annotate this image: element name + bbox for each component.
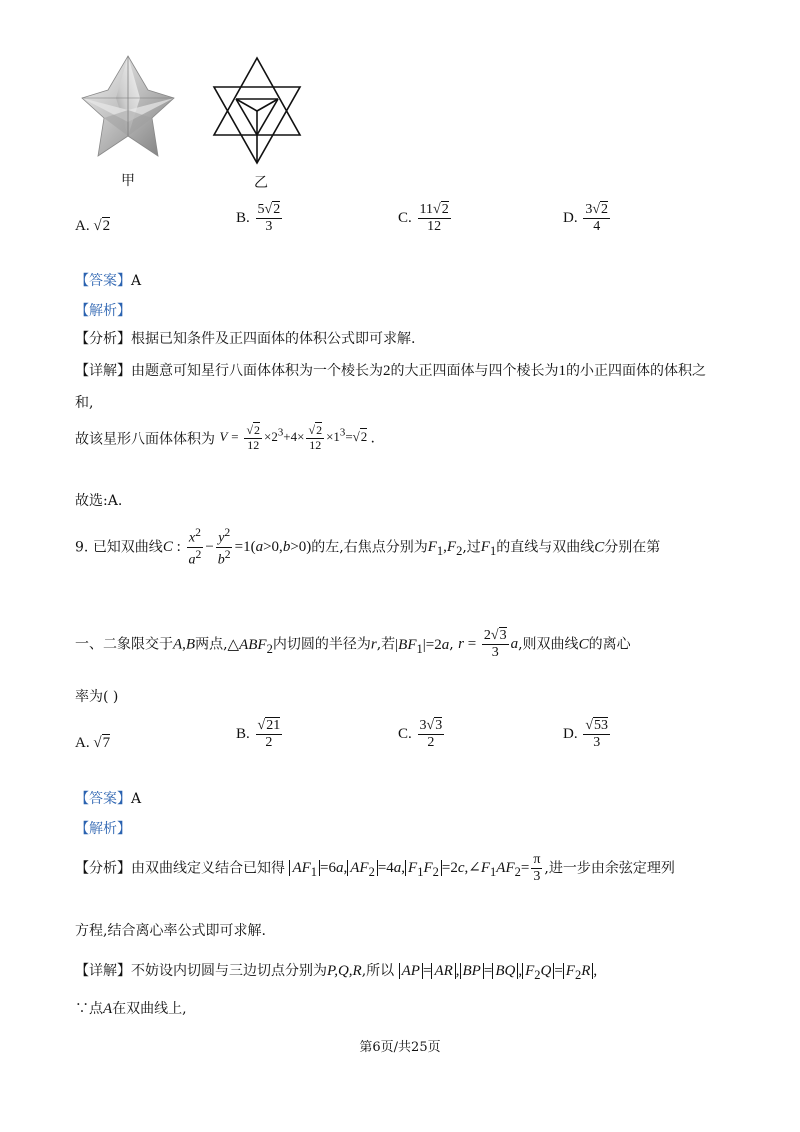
q8-xiangjie-line1: 【详解】由题意可知星行八面体体积为一个棱长为2的大正四面体与四个棱长为1的小正四面体的体积之 <box>75 363 706 379</box>
q9-fenxi-line2: 方程,结合离心率公式即可求解. <box>75 923 266 939</box>
q9-stem-line1: 9. 已知双曲线C : $\frac{x^2}{a^2}$ − $\frac{y^2}{b^2}$ =1(a>0,b>0)的左,右焦点分别为$F_1,F_2$,过$F_1$的直线与双曲线C分别在第 <box>75 526 661 568</box>
crystal-star-photo <box>78 52 178 164</box>
q9-option-a: A. √7 <box>75 735 111 751</box>
q9-option-d: D. $\frac{√53}{3}$ <box>563 718 609 751</box>
page-number: 第6页/共25页 <box>359 1040 441 1055</box>
q8-xiangjie-line2: 和, <box>75 395 94 411</box>
q8-fenxi: 【分析】根据已知条件及正四面体的体积公式即可求解. <box>75 331 416 347</box>
figure-label-yi: 乙 <box>254 175 268 191</box>
q8-analysis-tag: 【解析】 <box>75 303 131 319</box>
q9-stem-line3: 率为( ) <box>75 689 119 705</box>
q8-option-a: A. √2 <box>75 218 111 234</box>
figure-label-jia: 甲 <box>121 173 135 189</box>
q8-option-b: B. $\frac{5√2}{3}$ <box>236 202 281 235</box>
stellated-octahedron-diagram <box>208 55 308 167</box>
q9-analysis-tag: 【解析】 <box>75 821 131 837</box>
q8-volume-line: 故该星形八面体体积为 V = $\frac{√2}{12}$ $\times 2^3+4\times$ $\frac{√2}{12}$ $\times 1^3=√2$ . <box>75 423 375 452</box>
q8-conclusion: 故选:A. <box>75 493 123 509</box>
q9-stem-line2: 一、二象限交于A,B两点$,\triangle ABF_2$内切圆的半径为r,若$|BF_1|=2a$, r = $\frac{2√3}{3}$ a,则双曲线C的离心 <box>75 628 631 661</box>
volume-formula: V = $\frac{√2}{12}$ $\times 2^3+4\times$ $\frac{√2}{12}$ $\times 1^3=√2$ <box>219 423 368 452</box>
q9-xiangjie-line1: 【详解】不妨设内切圆与三边切点分别为P,Q,R,所以 AP = AR , BP = BQ , $F_2Q = F_2R$ , <box>75 963 598 982</box>
q9-option-c: C. $\frac{3√3}{2}$ <box>398 718 443 751</box>
q8-option-d: D. $\frac{3√2}{4}$ <box>563 202 609 235</box>
q9-xiangjie-line2: ∵点A在双曲线上, <box>75 1001 187 1017</box>
q9-answer: 【答案】A <box>75 791 142 807</box>
q8-answer: 【答案】A <box>75 273 142 289</box>
q9-fenxi-line1: 【分析】由双曲线定义结合已知得 $AF_1 =6a$, $AF_2 =4a$, $F_1F_2$ $=2c,\angle F_1AF_2=$ $\frac{\pi}{3}$ ,进一步由余弦定理列 <box>75 852 675 885</box>
q9-option-b: B. $\frac{√21}{2}$ <box>236 718 281 751</box>
q8-option-c: C. $\frac{11√2}{12}$ <box>398 202 449 235</box>
